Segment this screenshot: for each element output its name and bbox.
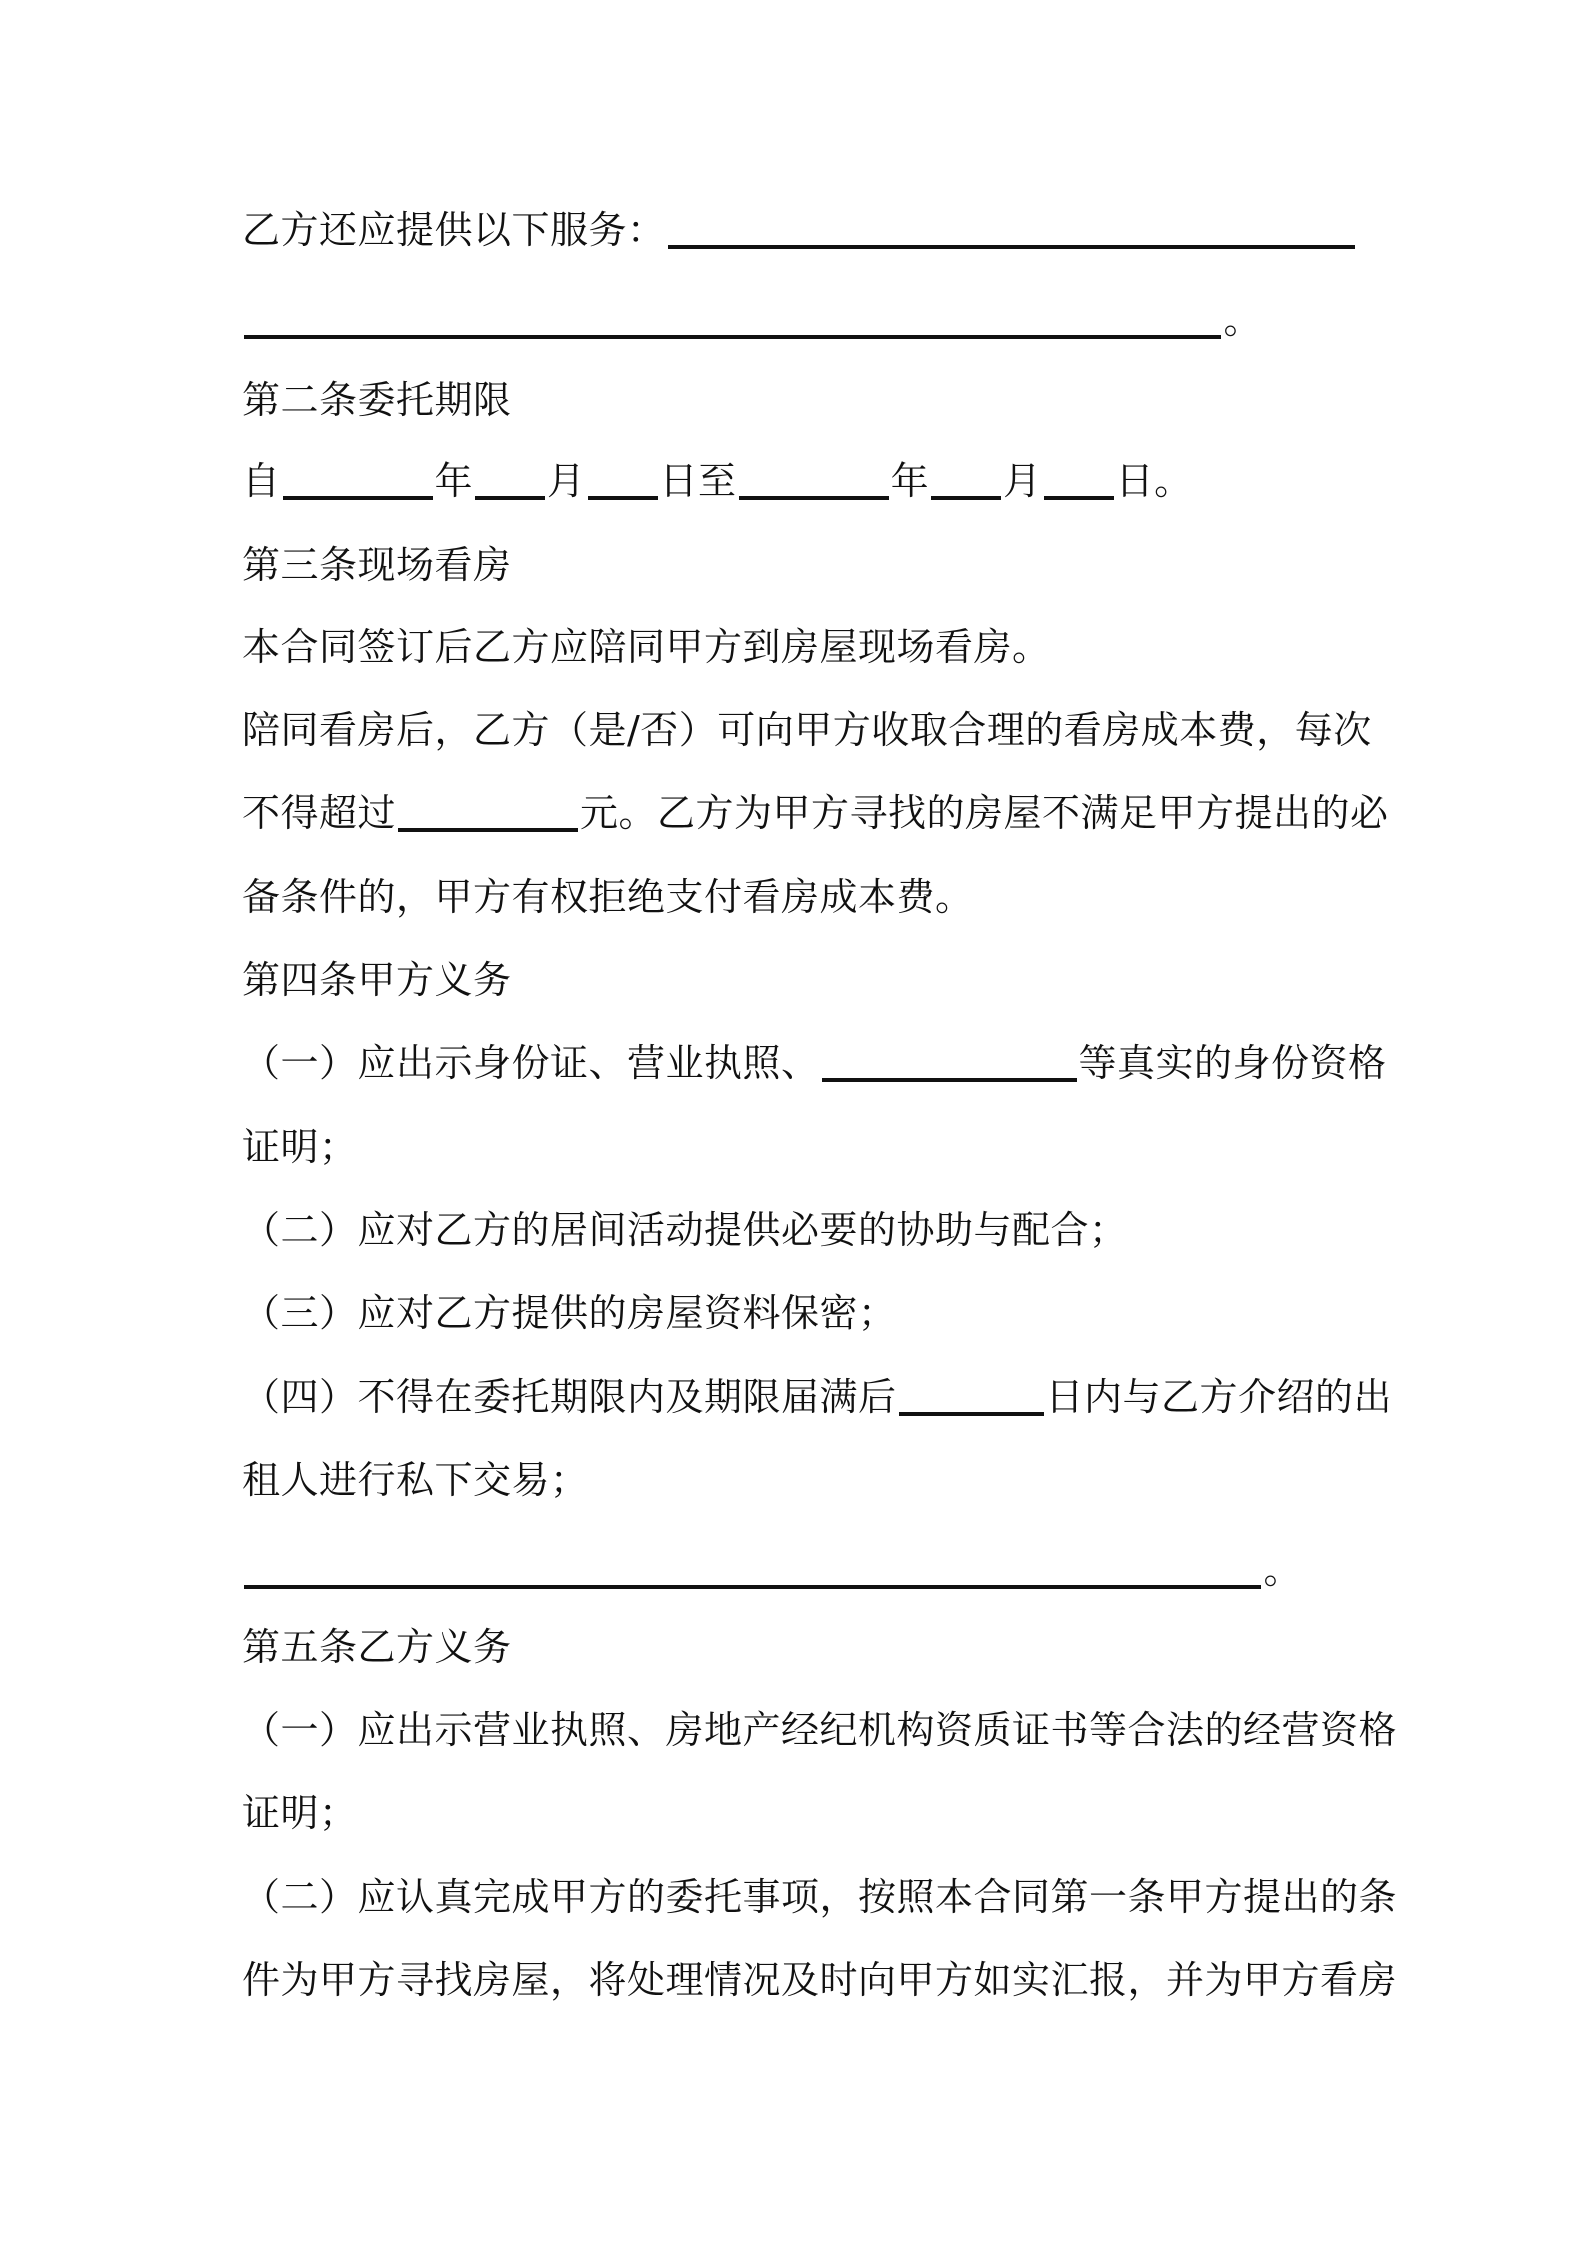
- service-line-2: [242, 295, 1262, 345]
- section-3-heading: 第三条现场看房: [242, 543, 512, 587]
- item-4-label: （四）不得在委托期限内及期限届满后: [242, 1375, 897, 1419]
- service-line: [242, 205, 1357, 255]
- fee-limit-text: 元。乙方为甲方寻找的房屋不满足甲方提出的必: [580, 791, 1389, 835]
- section-5-item-2: （二）应认真完成甲方的委托事项，按照本合同第一条甲方提出的条: [242, 1875, 1398, 1919]
- start-year-blank[interactable]: [283, 495, 433, 500]
- month-label-2: 月: [1003, 459, 1042, 503]
- section-4-item-4: [242, 1372, 1393, 1422]
- section-5-heading: 第五条乙方义务: [242, 1625, 512, 1669]
- section-4-item-4-cont: 租人进行私下交易；: [242, 1458, 589, 1502]
- end-month-blank[interactable]: [931, 495, 1001, 500]
- section-3-para-1: 本合同签订后乙方应陪同甲方到房屋现场看房。: [242, 625, 1051, 669]
- days-blank[interactable]: [899, 1411, 1044, 1416]
- section-5-item-1: （一）应出示营业执照、房地产经纪机构资质证书等合法的经营资格: [242, 1708, 1398, 1752]
- item-1-text: 等真实的身份资格: [1078, 1041, 1387, 1085]
- extra-blank[interactable]: [244, 1584, 1261, 1589]
- end-day-blank[interactable]: [1044, 495, 1114, 500]
- section-2-heading: 第二条委托期限: [242, 378, 512, 422]
- date-from-label: 自: [242, 459, 281, 503]
- section-4-heading: 第四条甲方义务: [242, 958, 512, 1002]
- end-year-blank[interactable]: [739, 495, 889, 500]
- section-4-extra-line: [242, 1545, 1302, 1595]
- item-1-label: （一）应出示身份证、营业执照、: [242, 1041, 820, 1085]
- day-end-label: 日。: [1115, 459, 1193, 503]
- month-label: 月: [547, 459, 586, 503]
- service-blank[interactable]: [668, 244, 1355, 249]
- service-blank-2[interactable]: [244, 334, 1221, 339]
- section-4-item-3: （三）应对乙方提供的房屋资料保密；: [242, 1291, 897, 1335]
- section-5-item-2-cont: 件为甲方寻找房屋，将处理情况及时向甲方如实汇报，并为甲方看房: [242, 1958, 1398, 2002]
- service-label: 乙方还应提供以下服务：: [242, 208, 666, 252]
- start-day-blank[interactable]: [588, 495, 658, 500]
- section-4-item-2: （二）应对乙方的居间活动提供必要的协助与配合；: [242, 1208, 1128, 1252]
- section-3-para-3: [242, 788, 1389, 838]
- section-3-para-4: 备条件的，甲方有权拒绝支付看房成本费。: [242, 875, 974, 919]
- date-range-line: [242, 456, 1357, 506]
- year-label-2: 年: [890, 459, 930, 503]
- id-document-blank[interactable]: [822, 1077, 1077, 1082]
- section-4-item-1: [242, 1038, 1387, 1088]
- period-mark: 。: [1223, 298, 1262, 342]
- fee-limit-label: 不得超过: [242, 791, 397, 835]
- start-month-blank[interactable]: [475, 495, 545, 500]
- day-to-label: 日至: [659, 459, 737, 503]
- year-label: 年: [434, 459, 474, 503]
- period-mark-2: 。: [1263, 1548, 1302, 1592]
- section-4-item-1-cont: 证明；: [242, 1125, 358, 1169]
- section-5-item-1-cont: 证明；: [242, 1791, 358, 1835]
- section-3-para-2: 陪同看房后，乙方（是/否）可向甲方收取合理的看房成本费，每次: [242, 708, 1372, 752]
- item-4-text: 日内与乙方介绍的出: [1045, 1375, 1393, 1419]
- fee-amount-blank[interactable]: [398, 827, 578, 832]
